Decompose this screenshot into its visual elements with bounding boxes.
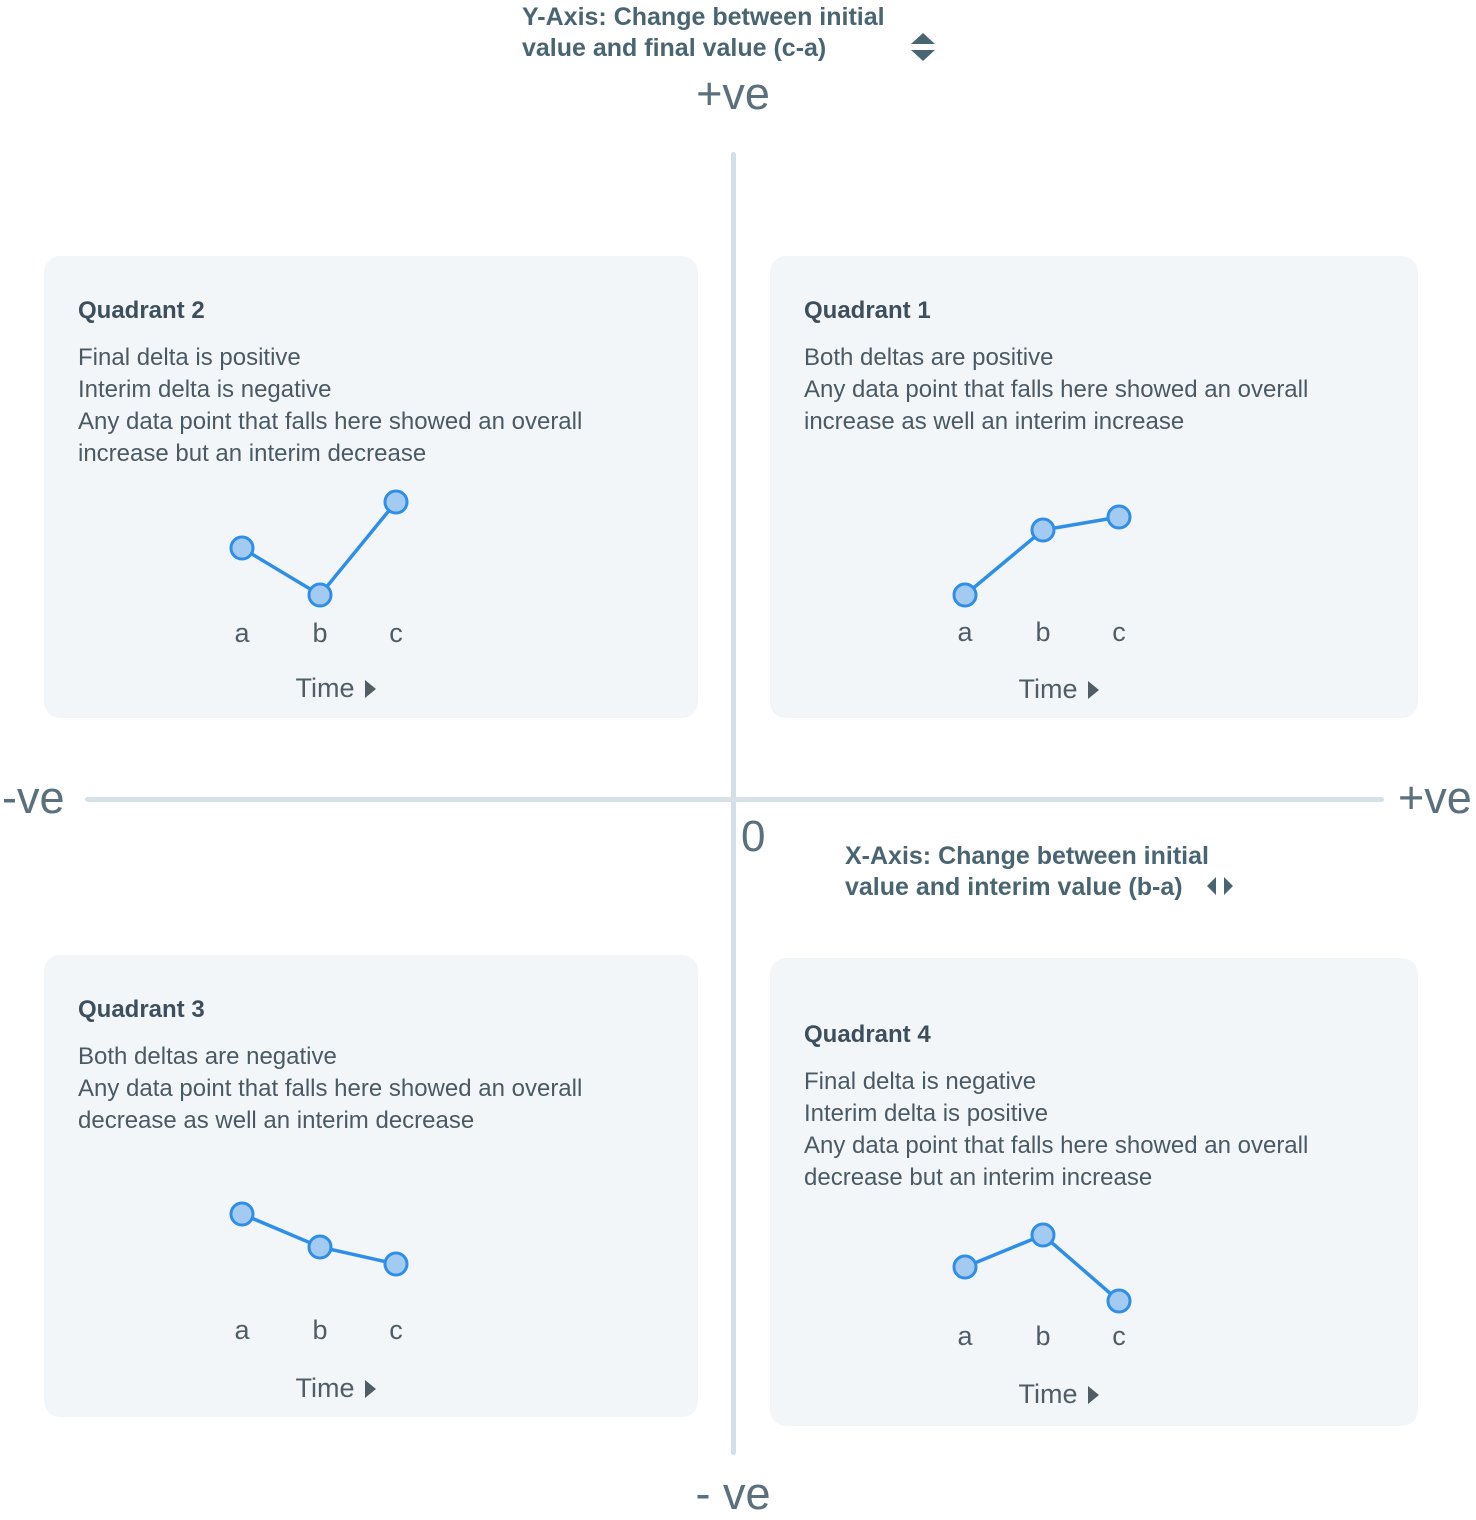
quadrant-1-card	[770, 256, 1418, 718]
category-label-c: c	[389, 618, 403, 648]
description-line: Interim delta is positive	[804, 1100, 1049, 1127]
description-line: Final delta is negative	[804, 1068, 1037, 1095]
description-line: Any data point that falls here showed an overall decrease as well an interim decrease	[78, 1075, 583, 1134]
y-axis-title	[522, 2, 952, 64]
left-right-arrows-icon	[1204, 874, 1236, 898]
x-axis-negative-label: -ve	[2, 772, 65, 823]
time-axis-label: Time	[295, 1373, 355, 1403]
category-label-a: a	[234, 1315, 250, 1345]
category-label-c: c	[1112, 1321, 1126, 1351]
category-label-a: a	[957, 617, 973, 647]
data-point-a	[954, 1256, 976, 1278]
x-axis-title-line2	[845, 872, 1305, 903]
quadrant-3-description	[78, 1041, 664, 1137]
time-arrow-icon	[365, 1380, 376, 1398]
time-axis-label: Time	[1018, 1379, 1078, 1409]
data-point-a	[231, 537, 253, 559]
quadrant-4-mini-chart	[895, 1215, 1215, 1420]
data-point-a	[954, 584, 976, 606]
y-axis-title-line1: Y-Axis: Change between initial	[522, 3, 885, 31]
category-label-b: b	[312, 618, 328, 648]
quadrant-1-mini-chart	[895, 497, 1215, 712]
description-line: Any data point that falls here showed an overall decrease but an interim increase	[804, 1132, 1309, 1191]
data-point-c	[385, 1253, 407, 1275]
quadrant-1-title: Quadrant 1	[804, 297, 931, 324]
data-point-b	[1032, 1224, 1054, 1246]
category-label-c: c	[1112, 617, 1126, 647]
data-point-b	[1032, 519, 1054, 541]
quadrant-3-mini-chart	[172, 1194, 492, 1411]
quadrant-4-title: Quadrant 4	[804, 1021, 931, 1048]
data-point-b	[309, 1236, 331, 1258]
time-axis-label: Time	[295, 673, 355, 703]
quadrant-3-title: Quadrant 3	[78, 996, 205, 1023]
y-axis-line	[731, 152, 736, 1455]
category-label-b: b	[1035, 1321, 1051, 1351]
data-point-b	[309, 584, 331, 606]
time-axis-label: Time	[1018, 674, 1078, 704]
description-line: Any data point that falls here showed an overall increase as well an interim increase	[804, 376, 1309, 435]
x-axis-line	[85, 797, 1384, 802]
quadrant-2-card	[44, 256, 698, 718]
origin-zero-label: 0	[741, 812, 766, 861]
quadrant-4-card	[770, 958, 1418, 1426]
category-label-a: a	[234, 618, 250, 648]
data-point-c	[1108, 1290, 1130, 1312]
trend-line	[242, 502, 396, 595]
category-label-c: c	[389, 1315, 403, 1345]
category-label-a: a	[957, 1321, 973, 1351]
description-line: Interim delta is negative	[78, 376, 332, 403]
x-axis-positive-label: +ve	[1398, 772, 1472, 823]
data-point-c	[1108, 506, 1130, 528]
time-arrow-icon	[1088, 681, 1099, 699]
description-line: Both deltas are negative	[78, 1043, 337, 1070]
x-axis-title	[845, 841, 1305, 903]
description-line: Any data point that falls here showed an overall increase but an interim decrease	[78, 408, 583, 467]
category-label-b: b	[312, 1315, 328, 1345]
quadrant-2-mini-chart	[172, 482, 492, 712]
description-line: Both deltas are positive	[804, 344, 1054, 371]
data-point-c	[385, 491, 407, 513]
category-label-b: b	[1035, 617, 1051, 647]
data-point-a	[231, 1203, 253, 1225]
y-axis-title-line2: value and final value (c-a)	[522, 34, 827, 62]
y-axis-negative-label: - ve	[695, 1468, 771, 1519]
quadrant-4-description	[804, 1066, 1384, 1194]
time-arrow-icon	[365, 680, 376, 698]
x-axis-title-line2-text: value and interim value (b-a)	[845, 873, 1183, 901]
y-axis-positive-label: +ve	[696, 68, 770, 119]
description-line: Final delta is positive	[78, 344, 301, 371]
x-axis-title-line1: X-Axis: Change between initial	[845, 842, 1209, 870]
up-down-arrows-icon	[908, 30, 938, 64]
time-arrow-icon	[1088, 1386, 1099, 1404]
quadrant-2-title: Quadrant 2	[78, 297, 205, 324]
quadrant-3-card	[44, 955, 698, 1417]
quadrant-1-description	[804, 342, 1384, 438]
quadrant-2-description	[78, 342, 664, 470]
